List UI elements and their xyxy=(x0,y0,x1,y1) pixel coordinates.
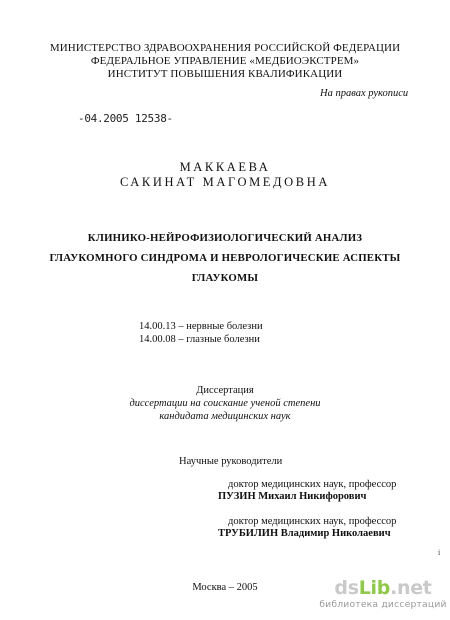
supervisor-1-degree: доктор медицинских наук, профессор xyxy=(228,479,397,490)
registration-stamp: -04.2005 12538- xyxy=(78,112,173,125)
author-surname: МАККАЕВА xyxy=(179,160,271,174)
title-line-2: ГЛАУКОМНОГО СИНДРОМА И НЕВРОЛОГИЧЕСКИЕ АСПЕКТЫ xyxy=(49,252,401,264)
dissertation-label: Диссертация xyxy=(196,385,254,396)
logo-net: .net xyxy=(390,577,432,599)
logo-lib: Lib xyxy=(358,577,391,599)
supervisor-1-name: ПУЗИН Михаил Никифорович xyxy=(218,491,367,502)
dslib-subtitle: библиотека диссертаций xyxy=(319,599,447,610)
dissertation-purpose-1-wrap xyxy=(0,397,450,410)
dissertation-purpose-2-wrap xyxy=(0,410,450,423)
logo-ds: ds xyxy=(334,577,359,599)
institute-line: ИНСТИТУТ ПОВЫШЕНИЯ КВАЛИФИКАЦИИ xyxy=(107,68,343,80)
margin-mark: i xyxy=(438,548,441,557)
dissertation-purpose-2: кандидата медицинских наук xyxy=(159,411,291,422)
specialty-code-1: 14.00.13 – нервные болезни xyxy=(139,321,263,332)
agency-line: ФЕДЕРАЛЬНОЕ УПРАВЛЕНИЕ «МЕДБИОЭКСТРЕМ» xyxy=(90,55,360,67)
supervisor-2-name: ТРУБИЛИН Владимир Николаевич xyxy=(218,528,391,539)
specialty-code-2: 14.00.08 – глазные болезни xyxy=(139,334,260,345)
city-year: Москва – 2005 xyxy=(192,582,258,593)
dissertation-purpose-1: диссертации на соискание ученой степени xyxy=(129,398,321,409)
title-line-1: КЛИНИКО-НЕЙРОФИЗИОЛОГИЧЕСКИЙ АНАЛИЗ xyxy=(87,232,363,244)
supervisors-heading: Научные руководители xyxy=(179,456,283,467)
supervisor-2-degree: доктор медицинских наук, профессор xyxy=(228,516,397,527)
title-line-3: ГЛАУКОМЫ xyxy=(191,272,259,284)
dslib-watermark[interactable] xyxy=(318,578,448,610)
dslib-logo xyxy=(318,578,448,599)
ministry-line: МИНИСТЕРСТВО ЗДРАВООХРАНЕНИЯ РОССИЙСКОЙ ФЕДЕРАЦИИ xyxy=(49,42,401,54)
manuscript-rights-note: На правах рукописи xyxy=(320,88,409,99)
author-name: САКИНАТ МАГОМЕДОВНА xyxy=(119,175,330,189)
